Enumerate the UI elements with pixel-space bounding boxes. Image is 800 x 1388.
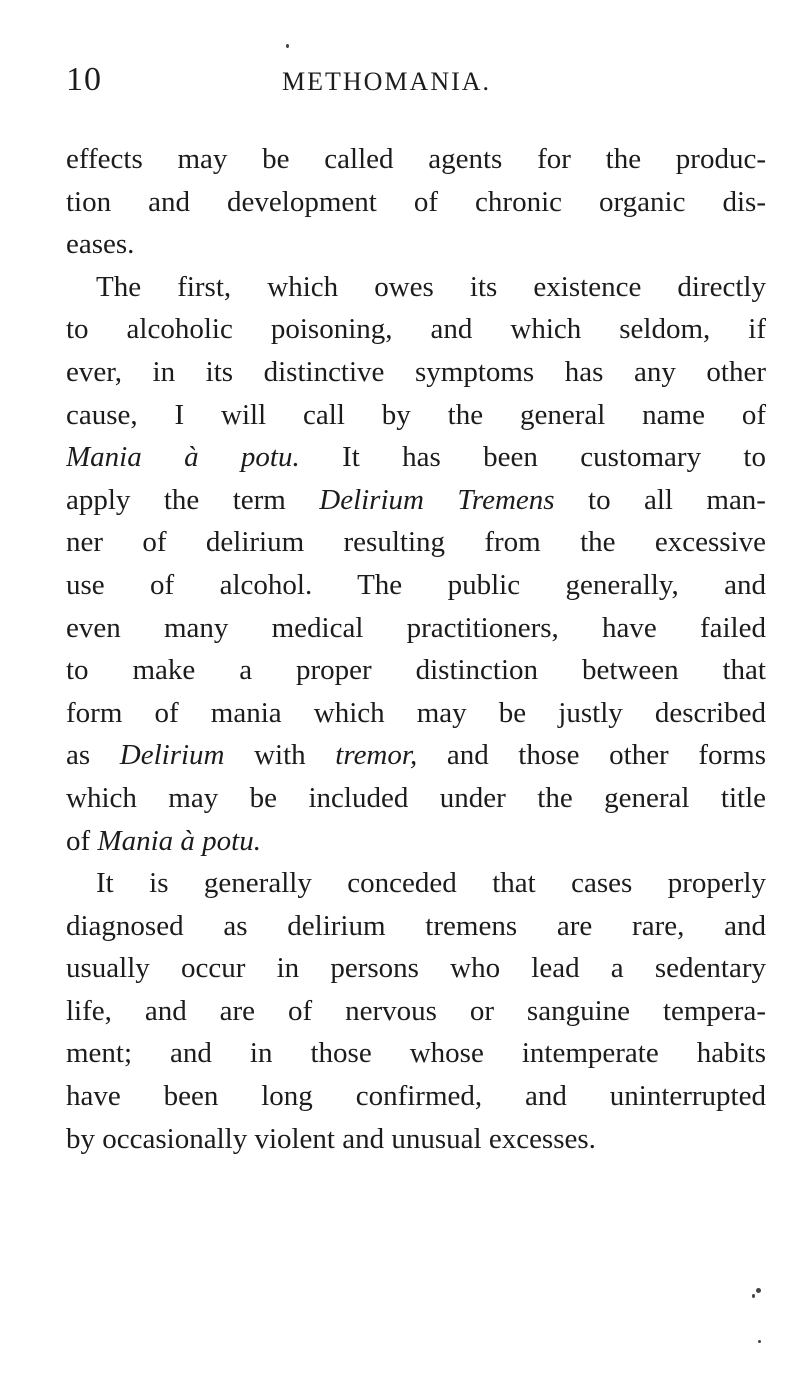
- body-text: [66, 138, 766, 1160]
- running-title: METHOMANIA.: [282, 67, 492, 96]
- text-line: eases.: [66, 228, 135, 261]
- text-line: It is generally conceded that cases properly: [96, 867, 766, 900]
- text-line: to alcoholic poisoning, and which seldom, if: [66, 313, 766, 346]
- text-line: Mania à potu. It has been customary to: [66, 441, 766, 474]
- text-line: The first, which owes its existence directly: [96, 270, 766, 303]
- running-head: [66, 58, 766, 108]
- text-line: effects may be called agents for the produc-: [66, 143, 766, 175]
- text-line: have been long confirmed, and uninterrupted: [66, 1080, 766, 1113]
- text-line: life, and are of nervous or sanguine tempera-: [66, 994, 766, 1027]
- italic-term: Mania à potu.: [97, 824, 261, 857]
- italic-term: Delirium: [119, 739, 225, 772]
- text-line: even many medical practitioners, have failed: [66, 611, 766, 644]
- text-line: usually occur in persons who lead a sedentary: [66, 952, 766, 985]
- italic-term: Delirium Tremens: [319, 483, 555, 516]
- text-line: to make a proper distinction between that: [66, 654, 766, 687]
- text-line: tion and development of chronic organic dis-: [66, 185, 766, 218]
- text-line: form of mania which may be justly described: [66, 696, 766, 729]
- italic-term: tremor,: [335, 739, 418, 772]
- text-line: cause, I will call by the general name of: [66, 398, 766, 431]
- text-line: ner of delirium resulting from the excessive: [66, 526, 766, 559]
- text-line: diagnosed as delirium tremens are rare, and: [66, 909, 766, 942]
- text-line: ever, in its distinctive symptoms has any other: [66, 355, 766, 388]
- print-speck: [286, 44, 289, 48]
- text-line: of Mania à potu.: [66, 824, 261, 857]
- page-number: 10: [66, 61, 102, 98]
- print-speck: [752, 1294, 755, 1298]
- print-speck: [758, 1340, 761, 1343]
- text-line: by occasionally violent and unusual excesses.: [66, 1122, 596, 1155]
- text-line: ment; and in those whose intemperate habits: [66, 1037, 766, 1070]
- text-line: which may be included under the general title: [66, 781, 766, 814]
- text-line: use of alcohol. The public generally, and: [66, 568, 766, 601]
- print-speck: [756, 1288, 761, 1293]
- text-line: apply the term Delirium Tremens to all man-: [66, 483, 766, 516]
- text-line: as Delirium with tremor, and those other forms: [66, 739, 766, 772]
- italic-term: Mania à potu.: [66, 441, 300, 474]
